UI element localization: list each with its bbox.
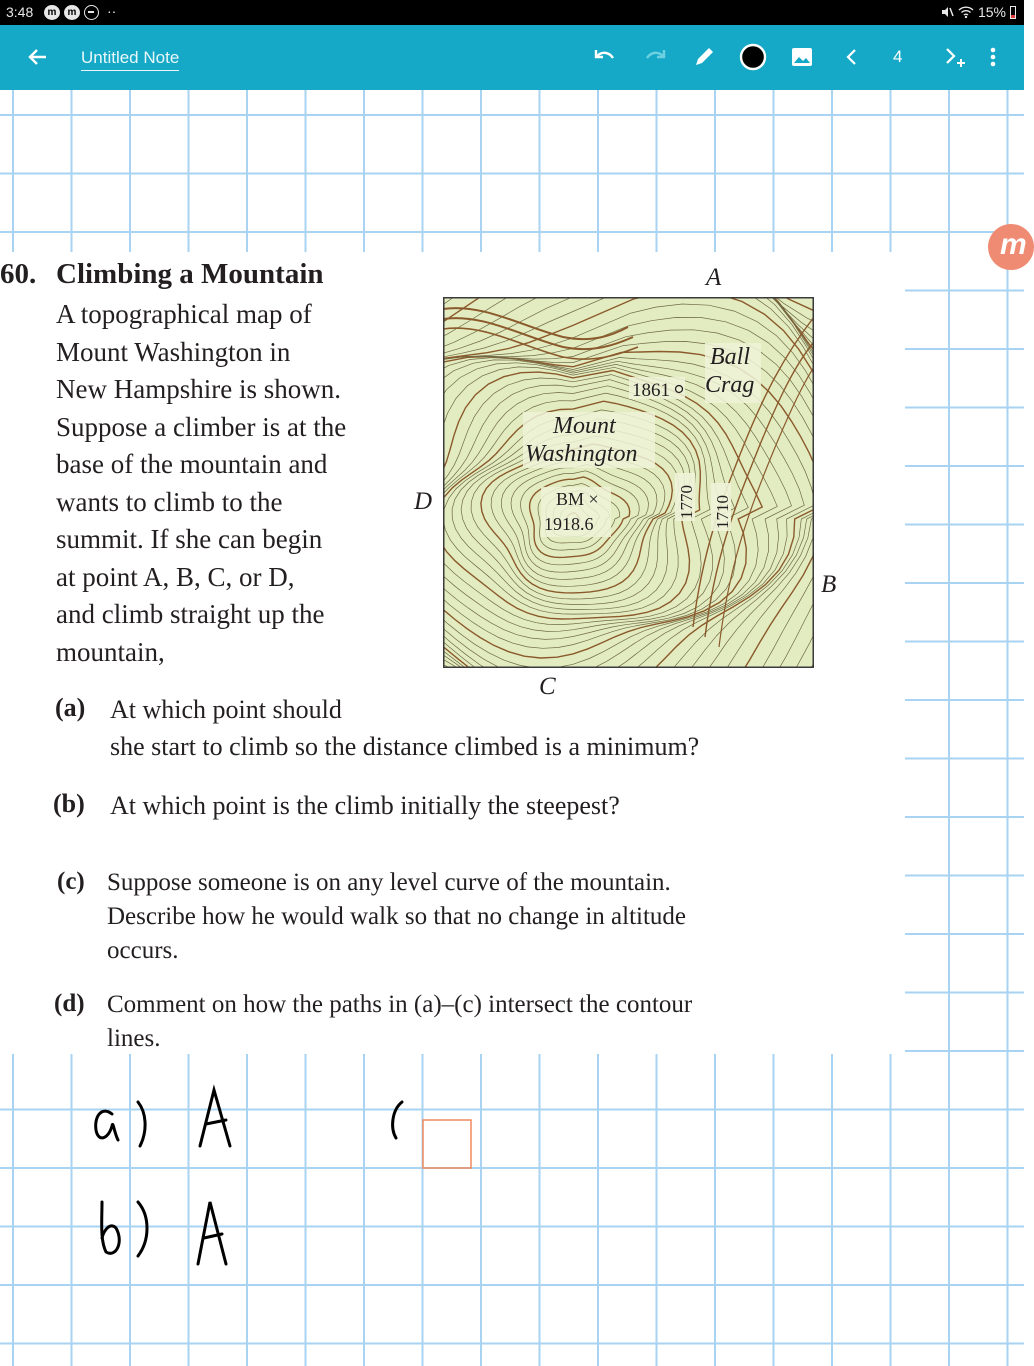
redo-icon	[642, 44, 668, 70]
question-a-label: (a)	[55, 693, 86, 722]
body-line: mountain,	[56, 636, 165, 667]
question-b-line: At which point is the climb initially the steepest?	[110, 791, 620, 820]
contour-1770-label: 1770	[677, 485, 696, 519]
answer-c-stroke	[393, 1102, 402, 1138]
question-a-line: At which point should	[110, 695, 342, 724]
app-toolbar	[0, 25, 1024, 90]
ball-label: Ball	[710, 344, 750, 370]
question-c-line: occurs.	[107, 937, 179, 964]
body-line: Suppose a climber is at the	[56, 411, 347, 442]
question-b-text	[110, 787, 620, 824]
problem-number: 60.	[0, 258, 37, 290]
washington-label: Washington	[525, 441, 638, 467]
previous-page-button[interactable]	[838, 43, 866, 71]
crag-label: Crag	[705, 372, 755, 398]
more-vert-icon	[979, 43, 1007, 71]
page-number: 4	[893, 47, 903, 66]
map-point-b: B	[821, 571, 837, 598]
redo-button[interactable]	[641, 43, 669, 71]
mount-label: Mount	[553, 413, 616, 439]
answer-b-stroke	[102, 1202, 226, 1264]
wifi-icon	[958, 5, 974, 19]
question-d-label: (d)	[54, 990, 85, 1017]
status-bar	[0, 0, 1024, 25]
problem-title: Climbing a Mountain	[56, 258, 324, 290]
question-b-label: (b)	[53, 789, 85, 818]
floating-app-badge[interactable]: m	[988, 224, 1034, 270]
undo-icon	[592, 44, 618, 70]
app-notification-icon: m	[64, 5, 80, 20]
question-c-line: Suppose someone is on any level curve of the mountain.	[107, 869, 671, 896]
answer-a-stroke	[96, 1090, 230, 1146]
selection-box[interactable]	[423, 1120, 471, 1168]
body-line: wants to climb to the	[56, 486, 283, 517]
chevron-left-icon	[841, 46, 863, 68]
map-point-a: A	[706, 264, 722, 291]
question-d-text	[107, 988, 692, 1056]
question-c-label: (c)	[57, 868, 85, 895]
do-not-disturb-icon	[84, 5, 99, 20]
more-options-button[interactable]	[979, 43, 1007, 71]
handwritten-answers	[80, 1080, 500, 1280]
undo-button[interactable]	[591, 43, 619, 71]
summit-elevation-label: 1918.6	[544, 514, 594, 534]
body-line: and climb straight up the	[56, 599, 325, 629]
benchmark-label: BM ×	[556, 489, 599, 509]
color-picker-button[interactable]	[739, 43, 767, 71]
topographic-map	[443, 297, 814, 668]
body-line: A topographical map of	[56, 299, 312, 329]
elevation-1861-label: 1861	[632, 380, 670, 401]
insert-image-button[interactable]	[788, 43, 816, 71]
back-arrow-icon[interactable]	[24, 43, 52, 71]
pen-icon	[691, 44, 717, 70]
add-page-button[interactable]	[940, 43, 968, 71]
body-line: Mount Washington in	[56, 336, 291, 367]
body-line: at point A, B, C, or D,	[56, 561, 295, 592]
body-line: New Hampshire is shown.	[56, 374, 341, 404]
pen-tool-button[interactable]	[690, 43, 718, 71]
image-icon	[790, 45, 814, 69]
contour-1710-label: 1710	[713, 495, 732, 529]
note-title[interactable]: Untitled Note	[81, 48, 179, 71]
body-line: base of the mountain and	[56, 449, 328, 479]
question-c-text	[107, 866, 686, 968]
app-notification-icon: m	[44, 5, 60, 20]
question-c-line: Describe how he would walk so that no change in altitude	[107, 903, 687, 930]
body-line: summit. If she can begin	[56, 524, 323, 554]
question-d-line: lines.	[107, 1025, 161, 1052]
question-d-line: Comment on how the paths in (a)–(c) intersect the contour	[107, 991, 693, 1018]
battery-percent: 15%	[977, 4, 1006, 20]
question-a-line: she start to climb so the distance climbed is a minimum?	[110, 732, 700, 761]
battery-icon	[1010, 6, 1016, 19]
more-notifications-icon: ··	[107, 3, 117, 19]
notification-icons	[44, 5, 116, 20]
question-a-text	[110, 691, 699, 765]
add-page-icon	[940, 43, 968, 71]
color-dot-icon	[739, 43, 767, 71]
map-point-c: C	[539, 673, 556, 700]
map-point-d: D	[414, 488, 433, 515]
muted-icon	[940, 5, 954, 19]
status-time: 3:48	[6, 4, 34, 20]
problem-body	[56, 296, 406, 671]
